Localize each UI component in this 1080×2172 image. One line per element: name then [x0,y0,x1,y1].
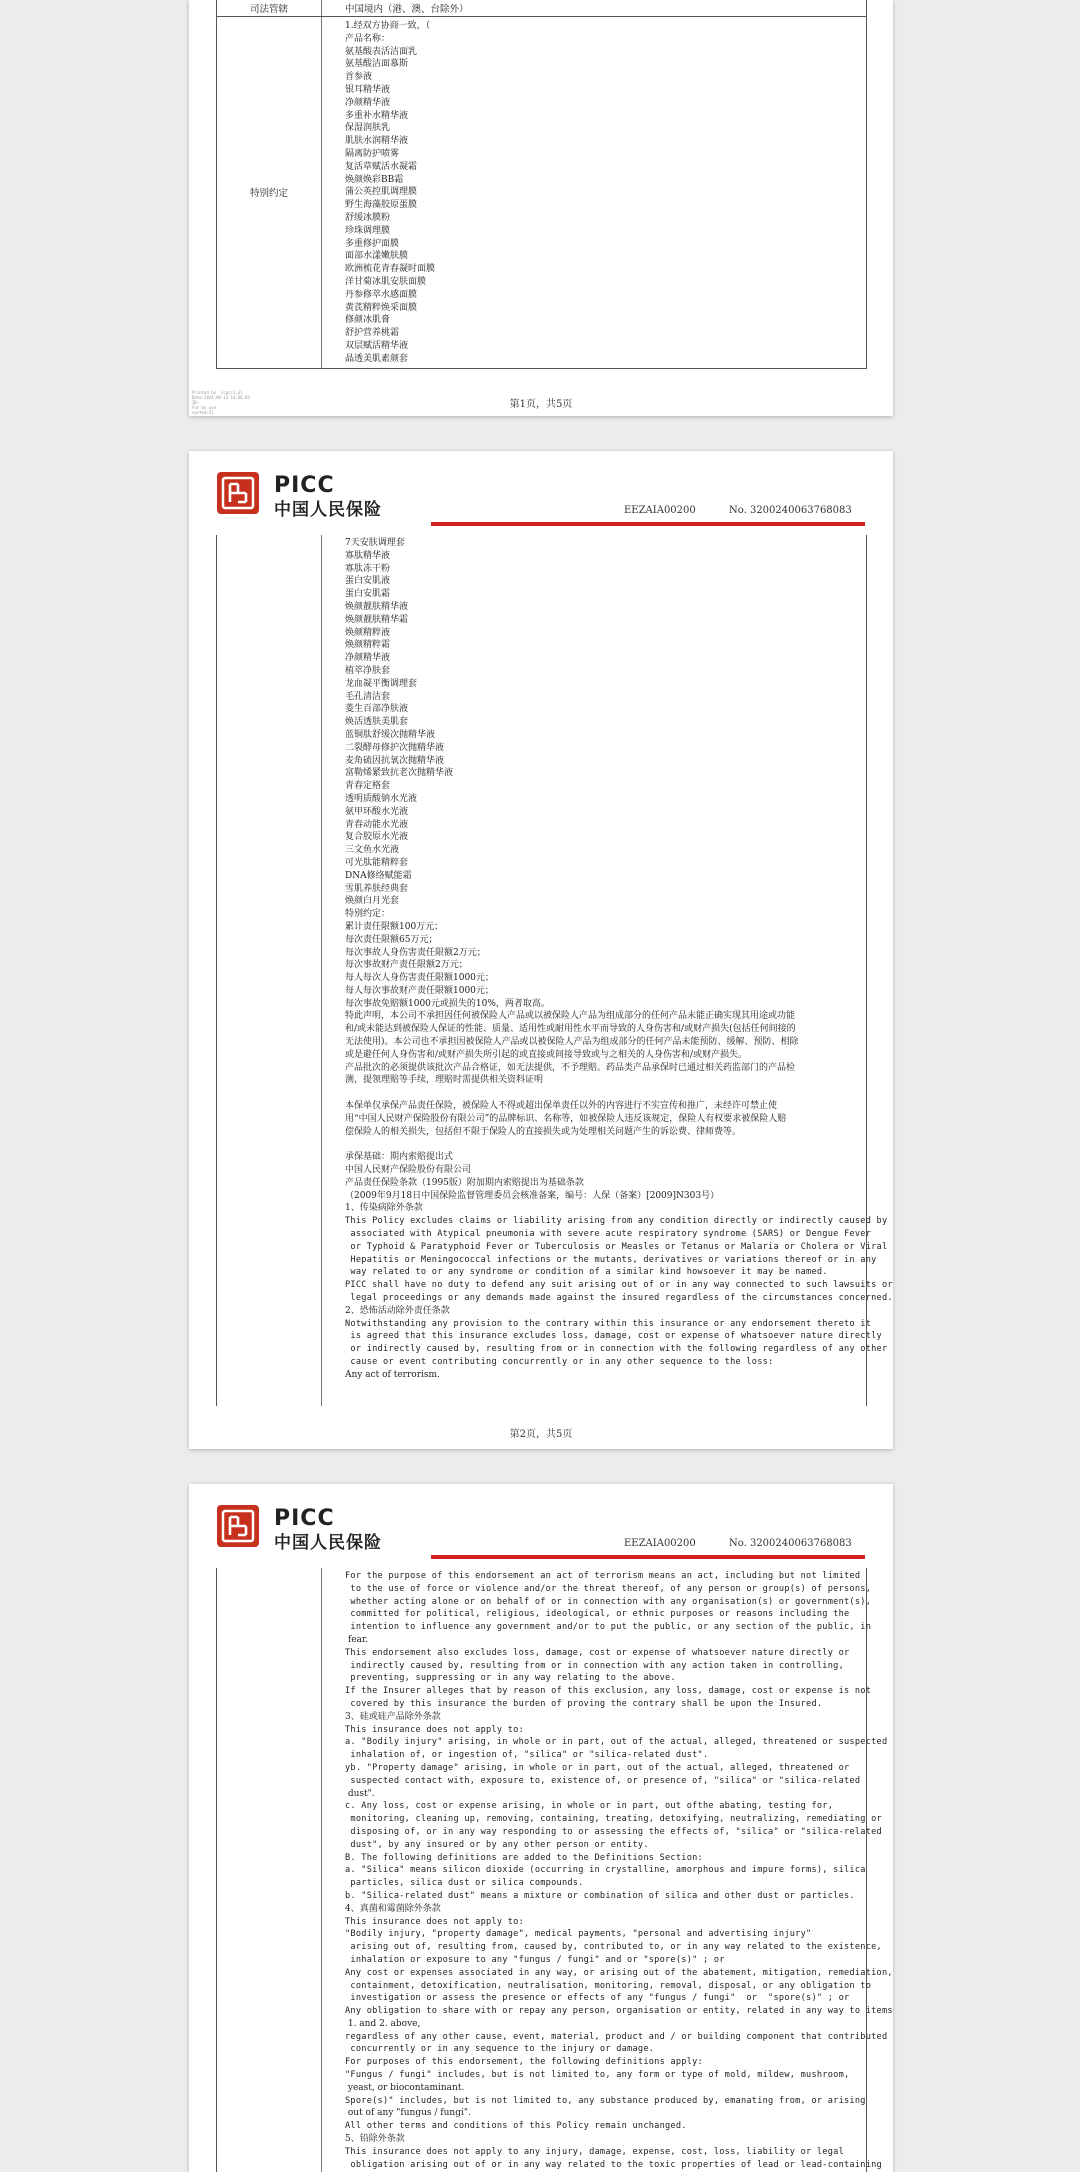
text-line: disposing of, or in any way responding to or assessing the effects of, "silica" or "silica-related [345,1826,882,1837]
text-line: 富勒烯紧致抗老次抛精华液 [345,768,454,779]
text-line: whether acting alone or on behalf of or in connection with any organisation(s) or government(s), [345,1596,872,1607]
policy-table [216,0,867,369]
text-line: This endorsement also excludes loss, damage, cost or expense of whatsoever nature directly or [345,1647,850,1658]
text-line: is agreed that this insurance excludes loss, damage, cost or expense of whatsoever nature directly [345,1331,882,1342]
brand-name-cn: 中国人民保险 [274,500,382,520]
text-line: 欧洲梳花青春凝时面膜 [345,264,436,275]
policy-number: No. 3200240063768083 [729,505,852,516]
text-line: DNA修络赋能霜 [345,870,412,881]
text-line: inhalation or exposure to any "fungus / fungi" and or "spore(s)" ; or [345,1954,725,1965]
text-line: 或是避任何人身伤害和/或财产损失所引起的或直接或间接导致或与之相关的人身伤害和/或财产损失。 [345,1049,748,1060]
text-line: 2、恐怖活动除外责任条款 [345,1305,450,1316]
text-line: 丹参修萃水感面膜 [345,289,418,300]
text-line: 1.经双方协商一致，（ [345,21,431,31]
text-line: Spore(s)" includes, but is not limited to, any substance produced by, emanating from, or arising [345,2095,866,2106]
scan-stamp-text: Printed by ccpcc1_pl Date:2024-06-13 16:46:03 ID: For my use system:V1 [192,390,250,415]
text-line: c. Any loss, cost or expense arising, in whole or in part, out ofthe abating, testing for, [345,1801,834,1812]
text-line: 可光肽能精粹套 [345,857,409,868]
text-line: 和/或未能达到被保险人保证的性能、质量、适用性或耐用性水平而导致的人身伤害和/或财产损失(包括任何间接的 [345,1024,796,1035]
text-line: Any cost or expenses associated in any way, or arising out of the abatement, mitigation, remediation, [345,1967,893,1978]
text-line: 复活草赋活水凝霜 [345,161,418,172]
text-line: 本保单仅承保产品责任保险，被保险人不得或超出保单责任以外的内容进行不实宣传和推广，未经许可禁止使 [345,1101,778,1112]
page-header [189,451,893,533]
document-page-3 [189,1484,893,2172]
policy-number: No. 3200240063768083 [729,1538,852,1549]
text-line: 每人每次人身伤害责任限额1000元； [345,973,494,984]
text-line: monitoring, cleaning up, removing, containing, treating, detoxifying, neutralizing, remediating or [345,1814,882,1825]
document-page-1 [189,0,893,416]
text-line: Any act of terrorism. [345,1369,440,1380]
text-line: 氨甲环酸水光液 [345,806,409,817]
text-line: 毛孔清洁套 [345,691,391,702]
text-line: 4、真菌和霉菌除外条款 [345,1903,441,1914]
text-line: 用“中国人民财产保险股份有限公司”的品牌标识、名称等，如被保险人违反该规定，保险人有权要求被保险人赔 [345,1113,787,1124]
text-line: 产品责任保险条款（1995版）附加期内索赔提出为基础条款 [345,1177,584,1188]
text-line: dust", by any insured or by any other person or entity. [345,1839,649,1850]
page-header [189,1484,893,1566]
text-line: indirectly caused by, resulting from or in connection with any action taken in controlling, [345,1660,844,1671]
text-line: out of any "fungus / fungi". [345,2108,471,2119]
text-line: 每次事故财产责任限额2万元； [345,960,468,971]
text-line: 5、铅除外条款 [345,2134,405,2145]
text-line: 累计责任限额100万元； [345,921,444,932]
text-line: 无法使用)。本公司也不承担因被保险人产品或以被保险人产品为组成部分的任何产品未能预防、缓解、预防、相除 [345,1037,799,1048]
jurisdiction-label: 司法管辖 [249,4,288,15]
picc-seal-icon [216,1504,260,1548]
text-line: 中国人民财产保险股份有限公司 [345,1165,472,1176]
text-line: 测，提领理赔等手续，理赔时需提供相关资料证明 [345,1075,544,1086]
text-line: "Fungus / fungi" includes, but is not limited to, any form or type of mold, mildew, mushroom, [345,2070,850,2081]
brand-name-cn: 中国人民保险 [274,1533,382,1553]
text-line: 每次责任限额65万元； [345,934,438,945]
text-line: a. "Bodily injury" arising, in whole or in part, out of the actual, alleged, threatened or suspected [345,1737,888,1748]
header-red-bar [431,1555,865,1559]
text-line: 焕颜白月光套 [345,896,400,907]
text-line: 每次事故人身伤害责任限额2万元； [345,947,486,958]
text-line: 氨基酸表活洁面乳 [345,46,418,57]
text-line: 复合胶原水光液 [345,832,409,843]
text-line: 龙血凝平衡调理套 [345,678,418,689]
text-line: yeast, or biocontaminant. [345,2082,465,2093]
text-line: 保湿润肤乳 [345,123,391,134]
text-line: 寡肽精华液 [345,550,391,561]
text-line: dust". [345,1788,375,1799]
text-line: For the purpose of this endorsement an act of terrorism means an act, including but not limited [345,1571,861,1581]
special-terms-text [345,1570,893,2171]
text-line: to the use of force or violence and/or the threat thereof, of any person or group(s) of persons, [345,1583,872,1594]
text-line: 焕活透肤美肌套 [345,717,409,728]
text-line: 焕颜精粹霜 [345,640,391,651]
text-line: 蒲公英控肌调理膜 [345,187,418,198]
text-line: way related to or any syndrome or condition of a similar kind howsoever it may be named. [345,1267,828,1278]
text-line: PICC shall have no duty to defend any suit arising out of or in any way connected to such lawsuits or [345,1280,893,1291]
text-line: particles, silica dust or silica compounds. [345,1878,584,1889]
text-line: a. "Silica" means silicon dioxide (occurring in crystalline, amorphous and impure forms), silica [345,1865,866,1876]
special-terms-label: 特别约定 [249,188,288,199]
text-line: 肌肤水润精华液 [345,136,409,147]
special-terms-text [345,20,435,366]
text-line: Any obligation to share with or repay any person, organisation or entity, related in any way to items [345,2006,893,2017]
text-line: or indirectly caused by, resulting from or in connection with the following regardless of any other [345,1344,888,1355]
text-line: 双层赋活精华液 [345,340,409,351]
document-page-2 [189,451,893,1449]
text-line: 菱生百部净肤液 [345,704,409,715]
text-line: 多重修护面膜 [345,238,400,249]
header-red-bar [431,522,865,526]
text-line: All other terms and conditions of this Policy remain unchanged. [345,2121,687,2132]
text-line: 透明质酸钠水光液 [345,793,418,804]
text-line [345,1138,893,1151]
text-line: 二裂酵母修护次抛精华液 [345,742,445,753]
text-line: 产品名称： [345,33,391,44]
text-line: 三文鱼水光液 [345,845,400,856]
text-line: covered by this insurance the burden of proving the contrary shall be upon the Insured. [345,1698,823,1709]
text-line: obligation arising out of or in any way related to the toxic properties of lead or lead-containing [345,2159,882,2170]
text-line: 隔离防护喷雾 [345,148,400,159]
brand-name-en: PICC [274,1506,335,1531]
text-line: cause or event contributing concurrently or in any other sequence to the loss: [345,1357,774,1367]
text-line: 寡肽冻干粉 [345,563,391,574]
text-line: 青春定格套 [345,781,391,792]
text-line: associated with Atypical pneumonia with severe acute respiratory syndrome (SARS) or Dengue Fever [345,1229,872,1240]
text-line: 产品批次的必须提供该批次产品合格证，如无法提供，不予理赔。药品类产品承保时已通过相关药监部门的产品检 [345,1062,796,1073]
text-line: 植萃净肤套 [345,665,391,676]
text-line: 氨基酸洁面慕斯 [345,59,409,70]
text-line: 青春动能水光液 [345,819,409,830]
text-line: or Typhoid & Paratyphoid Fever or Tuberculosis or Measles or Tetanus or Malaria or Cholera or Viral [345,1241,888,1252]
text-line: 特此声明，本公司不承担因任何被保险人产品或以被保险人产品为组成部分的任何产品未能正确实现其用途或功能 [345,1011,796,1022]
text-line: 1、传染病除外条款 [345,1203,423,1214]
text-line: b. "Silica-related dust" means a mixture or combination of silica and other dust or particles. [345,1890,855,1901]
text-line: 多重补水精华液 [345,110,409,121]
text-line: legal proceedings or any demands made against the insured regardless of the circumstances concerned. [345,1293,893,1304]
text-line: 舒缓冰膜粉 [345,212,391,223]
text-line: regardless of any other cause, event, material, product and / or building component that contributed [345,2031,888,2042]
text-line: containment, detoxification, neutralisation, monitoring, removal, disposal, or any obligation to [345,1980,872,1991]
policy-table [216,1568,893,2172]
page-number: 第1页，共5页 [509,399,573,410]
text-line: 净颜精华液 [345,97,391,108]
jurisdiction-row [217,0,866,17]
text-line: 面部水漾嫩肤膜 [345,251,409,262]
text-line: committed for political, religious, ideological, or ethnic purposes or reasons including the [345,1609,850,1620]
text-line [345,1087,893,1100]
brand-name-en: PICC [274,473,335,498]
text-line: preventing, suppressing or in any way relating to the above. [345,1673,676,1684]
jurisdiction-value: 中国境内（港、澳、台除外） [345,4,469,15]
text-line: 晶透美肌素颜套 [345,353,409,364]
text-line: 焕颜靓肤精华液 [345,601,409,612]
text-line: 1. and 2. above, [345,2018,421,2029]
text-line: 焕颜靓肤精华霜 [345,614,409,625]
text-line: 黄芪精粹焕采面膜 [345,302,418,313]
text-line: 承保基础：期内索赔提出式 [345,1152,454,1163]
text-line: This Policy excludes claims or liability arising from any condition directly or indirectly caused by [345,1216,888,1227]
text-line: 野生海藻胶原蛋膜 [345,200,418,211]
text-line: This insurance does not apply to: [345,1916,524,1927]
text-line: yb. "Property damage" arising, in whole or in part, out of the actual, alleged, threatened or [345,1762,850,1773]
text-line: This insurance does not apply to any injury, damage, expense, cost, loss, liability or legal [345,2146,844,2157]
text-line: Notwithstanding any provision to the contrary within this insurance or any endorsement thereto it [345,1318,872,1329]
text-line: 洋甘菊冰肌安肤面膜 [345,276,427,287]
text-line: arising out of, resulting from, caused by, contributed to, or in any way related to the existence, [345,1942,882,1953]
text-line: suspected contact with, exposure to, existence of, or presence of, "silica" or "silica-related [345,1775,861,1786]
text-line: 珍珠调理膜 [345,225,391,236]
text-line: intention to influence any government and/or to put the public, or any section of the public, in [345,1622,872,1633]
text-line: 焕颜精粹液 [345,627,391,638]
text-line: If the Insurer alleges that by reason of this exclusion, any loss, damage, cost or expense is not [345,1686,872,1697]
form-code: EEZAIA00200 [624,505,696,516]
text-line: fear. [345,1634,369,1645]
text-line: concurrently or in any sequence to the injury or damage. [345,2044,655,2055]
text-line: 修颜冰肌膏 [345,315,391,326]
text-line: 雪肌养肤经典套 [345,883,409,894]
policy-table [216,535,893,1406]
text-line: investigation or assess the presence or effects of any "fungus / fungi" or "spore(s)" ; or [345,1993,850,2004]
text-line: 每人每次事故财产责任限额1000元； [345,985,494,996]
text-line: 焕颜焕彩BB霜 [345,174,404,185]
text-line: 舒护营养桃霜 [345,328,400,339]
text-line: For purposes of this endorsement, the following definitions apply: [345,2057,703,2068]
text-line: 特别约定： [345,909,391,920]
text-line: 麦角硫因抗氧次抛精华液 [345,755,445,766]
text-line: 首参液 [345,72,373,83]
text-line: This insurance does not apply to: [345,1724,524,1735]
page-number: 第2页，共5页 [509,1429,573,1440]
text-line: inhalation of, or ingestion of, "silica" or "silica-related dust". [345,1750,709,1761]
text-line: 每次事故免赔额1000元或损失的10%，两者取高。 [345,998,550,1009]
text-line: 蓝铜肽舒缓次抛精华液 [345,729,436,740]
text-line: "Bodily injury, "property damage", medical payments, "personal and advertising injury" [345,1929,812,1940]
text-line: Hepatitis or Meningococcal infections or the mutants, derivatives or variations thereof or in any [345,1254,877,1265]
text-line: 银耳精华液 [345,84,391,95]
text-line: 蛋白安肌液 [345,576,391,587]
text-line: 蛋白安肌霜 [345,589,391,600]
special-terms-text [345,537,893,1382]
form-code: EEZAIA00200 [624,1538,696,1549]
text-line: 3、硅或硅产品除外条款 [345,1711,441,1722]
text-line: 偿保险人的相关损失，包括但不限于保险人的直接损失或为处理相关问题产生的诉讼费、律师费等。 [345,1126,742,1137]
text-line: B. The following definitions are added to the Definitions Section: [345,1852,703,1863]
text-line: 净颜精华液 [345,653,391,664]
text-line: （2009年9月18日中国保险监督管理委员会核准备案，编号：人保（备案）[2009]N303号） [345,1190,720,1201]
picc-seal-icon [216,471,260,515]
text-line: 7天安肤调理套 [345,538,405,548]
